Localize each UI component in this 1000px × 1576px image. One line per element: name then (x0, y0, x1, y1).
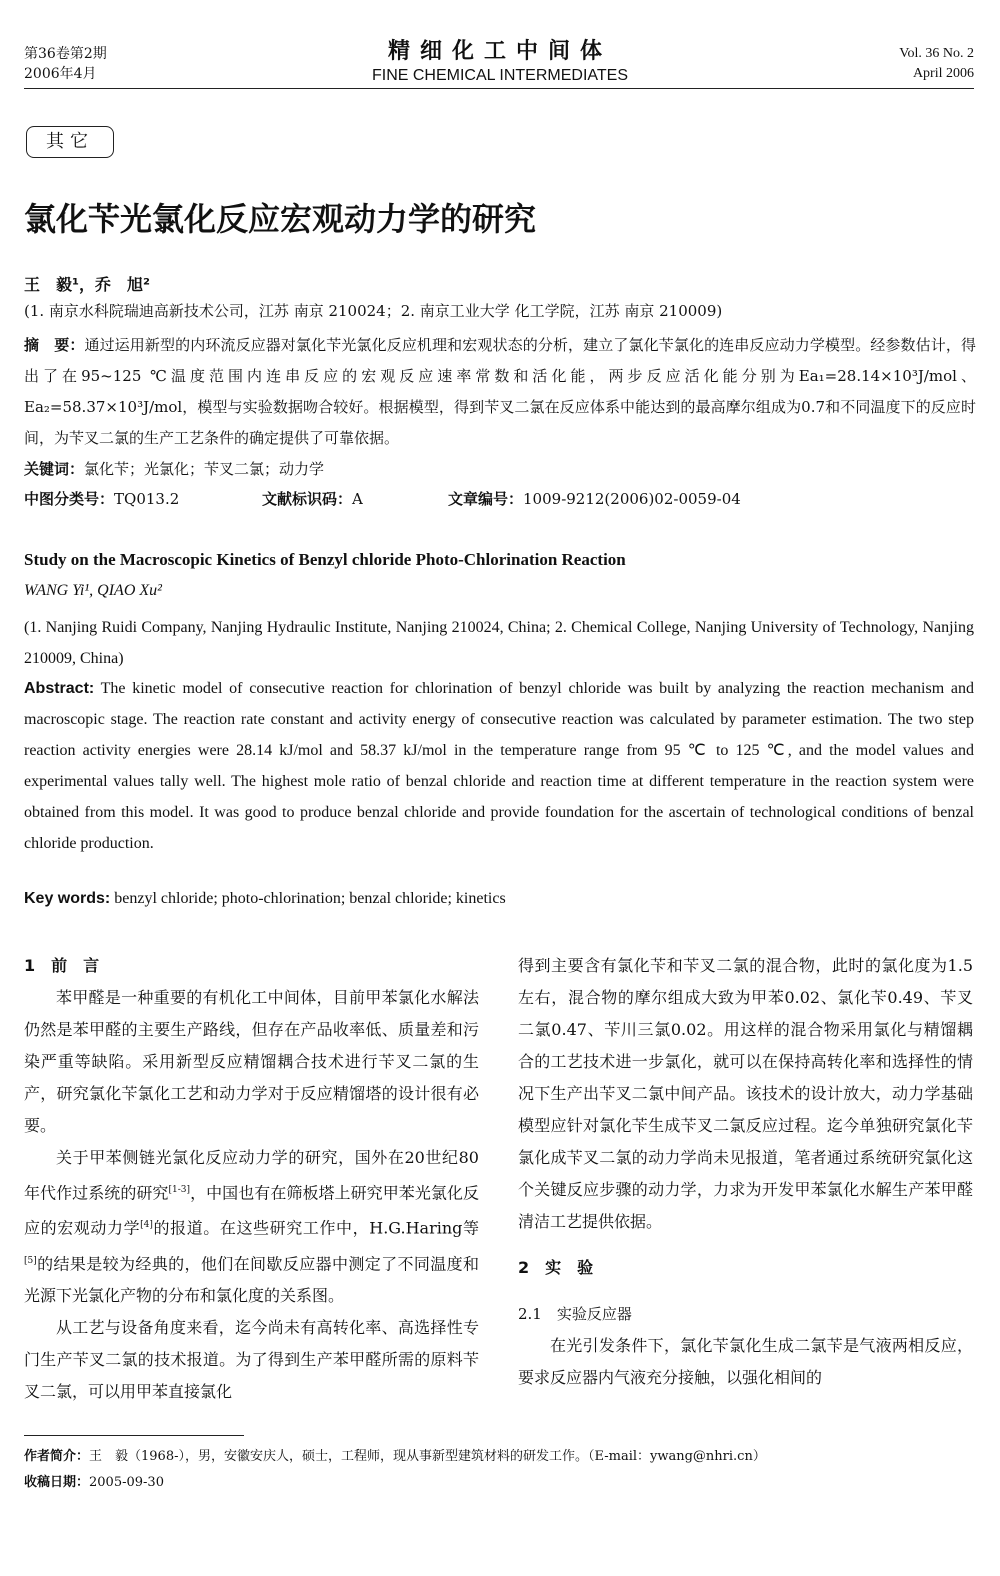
received-date (24, 1470, 766, 1496)
author-bio-text: 王 毅（1968-），男，安徽安庆人，硕士，工程师，现从事新型建筑材料的研发工作。（E-mail：ywang@nhri.cn） (89, 1449, 766, 1464)
keywords-en-text: benzyl chloride; photo-chlorination; benzal chloride; kinetics (114, 890, 506, 907)
issue-info (24, 44, 107, 84)
authors-cn: 王 毅¹，乔 旭² (24, 275, 151, 294)
paragraph-3: 从工艺与设备角度来看，迄今尚未有高转化率、高选择性专门生产苄叉二氯的技术报道。为了得到生产苯甲醛所需的原料苄叉二氯，可以用甲苯直接氯化 (24, 1317, 479, 1401)
article-value: 1009-9212(2006)02-0059-04 (523, 490, 741, 508)
clc-label: 中图分类号： (24, 490, 115, 508)
affiliation-en: (1. Nanjing Ruidi Company, Nanjing Hydraulic Institute, Nanjing 210024, China; 2. Chemical College, Nanjing University of Technology, Nanjing 210009, China) (24, 619, 974, 667)
clc-code (24, 488, 262, 509)
paragraph-2 (24, 1142, 479, 1312)
section-gap (518, 1238, 973, 1252)
body-column-left (24, 950, 479, 1408)
author-bio (24, 1444, 766, 1470)
paragraph-2-part-a: 关于甲苯侧链光氯化反应动力学的研究，国外在20世纪80年代作过系统的研究 (24, 1148, 479, 1203)
paragraph-2-part-d: 的结果是较为经典的，他们在间歇反应器中测定了不同温度和光源下光氯化产物的分布和氯化度的关系图。 (24, 1253, 479, 1305)
citation-5: [5] (24, 1255, 37, 1266)
abstract-en (24, 673, 974, 859)
authors-en: WANG Yi¹, QIAO Xu² (24, 582, 162, 599)
journal-title (280, 34, 720, 85)
article-label: 文章编号： (448, 490, 524, 508)
section-1-heading: 1 前 言 (24, 956, 100, 975)
body-column-right (518, 950, 973, 1394)
section-gap (518, 1284, 973, 1298)
author-bio-label: 作者简介： (24, 1449, 90, 1464)
article-number (448, 488, 741, 509)
journal-title-cn: 精细化工中间体 (387, 39, 612, 64)
classification-row (24, 488, 984, 509)
keywords-cn-text: 氯化苄；光氯化；苄叉二氯；动力学 (84, 460, 325, 478)
journal-title-en: FINE CHEMICAL INTERMEDIATES (371, 67, 629, 84)
affiliation-cn: (1. 南京水科院瑞迪高新技术公司，江苏 南京 210024；2. 南京工业大学 化工学院，江苏 南京 210009) (24, 302, 723, 320)
section-2-1-heading: 2.1 实验反应器 (518, 1305, 632, 1323)
keywords-en (24, 890, 506, 908)
abstract-cn-text: 通过运用新型的内环流反应器对氯化苄光氯化反应机理和宏观状态的分析，建立了氯化苄氯化的连串反应动力学模型。经参数估计，得出了在95~125 ℃温度范围内连串反应的宏观反应速率常数和活化能，两步反应活化能分别为Ea₁=28.14×10³J/mol、Ea₂=58.37×10³J/mol，模型与实验数据吻合较好。根据模型，得到苄叉二氯在反应体系中能达到的最高摩尔组成为0.7和不同温度下的反应时间，为苄叉二氯的生产工艺条件的确定提供了可靠依据。 (24, 336, 976, 447)
header-divider (24, 88, 974, 89)
paper-title-cn: 氯化苄光氯化反应宏观动力学的研究 (24, 200, 537, 238)
abstract-en-label: Abstract: (24, 680, 95, 697)
paragraph-5: 在光引发条件下，氯化苄氯化生成二氯苄是气液两相反应，要求反应器内气液充分接触，以强化相间的 (518, 1336, 973, 1387)
footnote-divider (24, 1435, 244, 1436)
paragraph-2-part-c: 的报道。在这些研究工作中，H.G.Haring等 (152, 1218, 479, 1238)
citation-1-3: [1-3] (168, 1185, 191, 1195)
keywords-cn-label: 关键词： (24, 460, 85, 478)
clc-value: TQ013.2 (114, 490, 180, 508)
doc-label: 文献标识码： (262, 490, 353, 508)
volume-line-1: Vol. 36 No. 2 (899, 46, 974, 61)
abstract-en-text: The kinetic model of consecutive reaction for chlorination of benzyl chloride was built by analyzing the reaction mechanism and macroscopic stage. The reaction rate constant and activity energy of consecutive reaction was calculated by parameter estimation. The two step reaction activity energies were 28.14 kJ/mol and 58.37 kJ/mol in the temperature range from 95 ℃ to 125 ℃, and the model values and experimental values tally well. The highest mole ratio of benzal chloride and reaction time at different temperature in the reaction system were obtained from this model. It was good to produce benzal chloride and provide foundation for the ascertain of technological conditions of benzal chloride production. (24, 680, 974, 852)
abstract-cn (24, 330, 976, 454)
column-label: 其它 (26, 126, 114, 158)
received-date-label: 收稿日期： (24, 1475, 90, 1490)
paragraph-1: 苯甲醛是一种重要的有机化工中间体，目前甲苯氯化水解法仍然是苯甲醛的主要生产路线，但存在产品收率低、质量差和污染严重等缺陷。采用新型反应精馏耦合技术进行苄叉二氯的生产，研究氯化苄氯化工艺和动力学对于反应精馏塔的设计很有必要。 (24, 988, 479, 1135)
keywords-en-label: Key words: (24, 890, 111, 907)
issue-line-1: 第36卷第2期 (24, 46, 107, 62)
issue-line-2: 2006年4月 (24, 66, 97, 82)
volume-info (899, 44, 974, 84)
received-date-value: 2005-09-30 (89, 1475, 164, 1490)
paragraph-4: 得到主要含有氯化苄和苄叉二氯的混合物，此时的氯化度为1.5左右，混合物的摩尔组成大致为甲苯0.02、氯化苄0.49、苄叉二氯0.47、苄川三氯0.02。用这样的混合物采用氯化与精馏耦合的工艺技术进一步氯化，就可以在保持高转化率和选择性的情况下生产出苄叉二氯中间产品。该技术的设计放大，动力学基础模型应针对氯化苄生成苄叉二氯反应过程。迄今单独研究氯化苄氯化成苄叉二氯的动力学尚未见报道，笔者通过系统研究氯化这个关键反应步骤的动力学，力求为开发甲苯氯化水解生产苯甲醛清洁工艺提供依据。 (518, 956, 973, 1231)
abstract-cn-label: 摘 要： (24, 336, 85, 354)
paper-title-en: Study on the Macroscopic Kinetics of Benzyl chloride Photo-Chlorination Reaction (24, 550, 626, 569)
doc-value: A (352, 490, 363, 508)
volume-line-2: April 2006 (912, 66, 974, 81)
doc-code (262, 488, 448, 509)
footnote (24, 1444, 766, 1496)
paragraph-2-part-b: ，中国也有在筛板塔上研究甲苯光氯化反应的宏观动力学 (24, 1183, 479, 1238)
keywords-cn (24, 458, 324, 479)
citation-4: [4] (140, 1220, 153, 1231)
section-2-heading: 2 实 验 (518, 1258, 594, 1277)
